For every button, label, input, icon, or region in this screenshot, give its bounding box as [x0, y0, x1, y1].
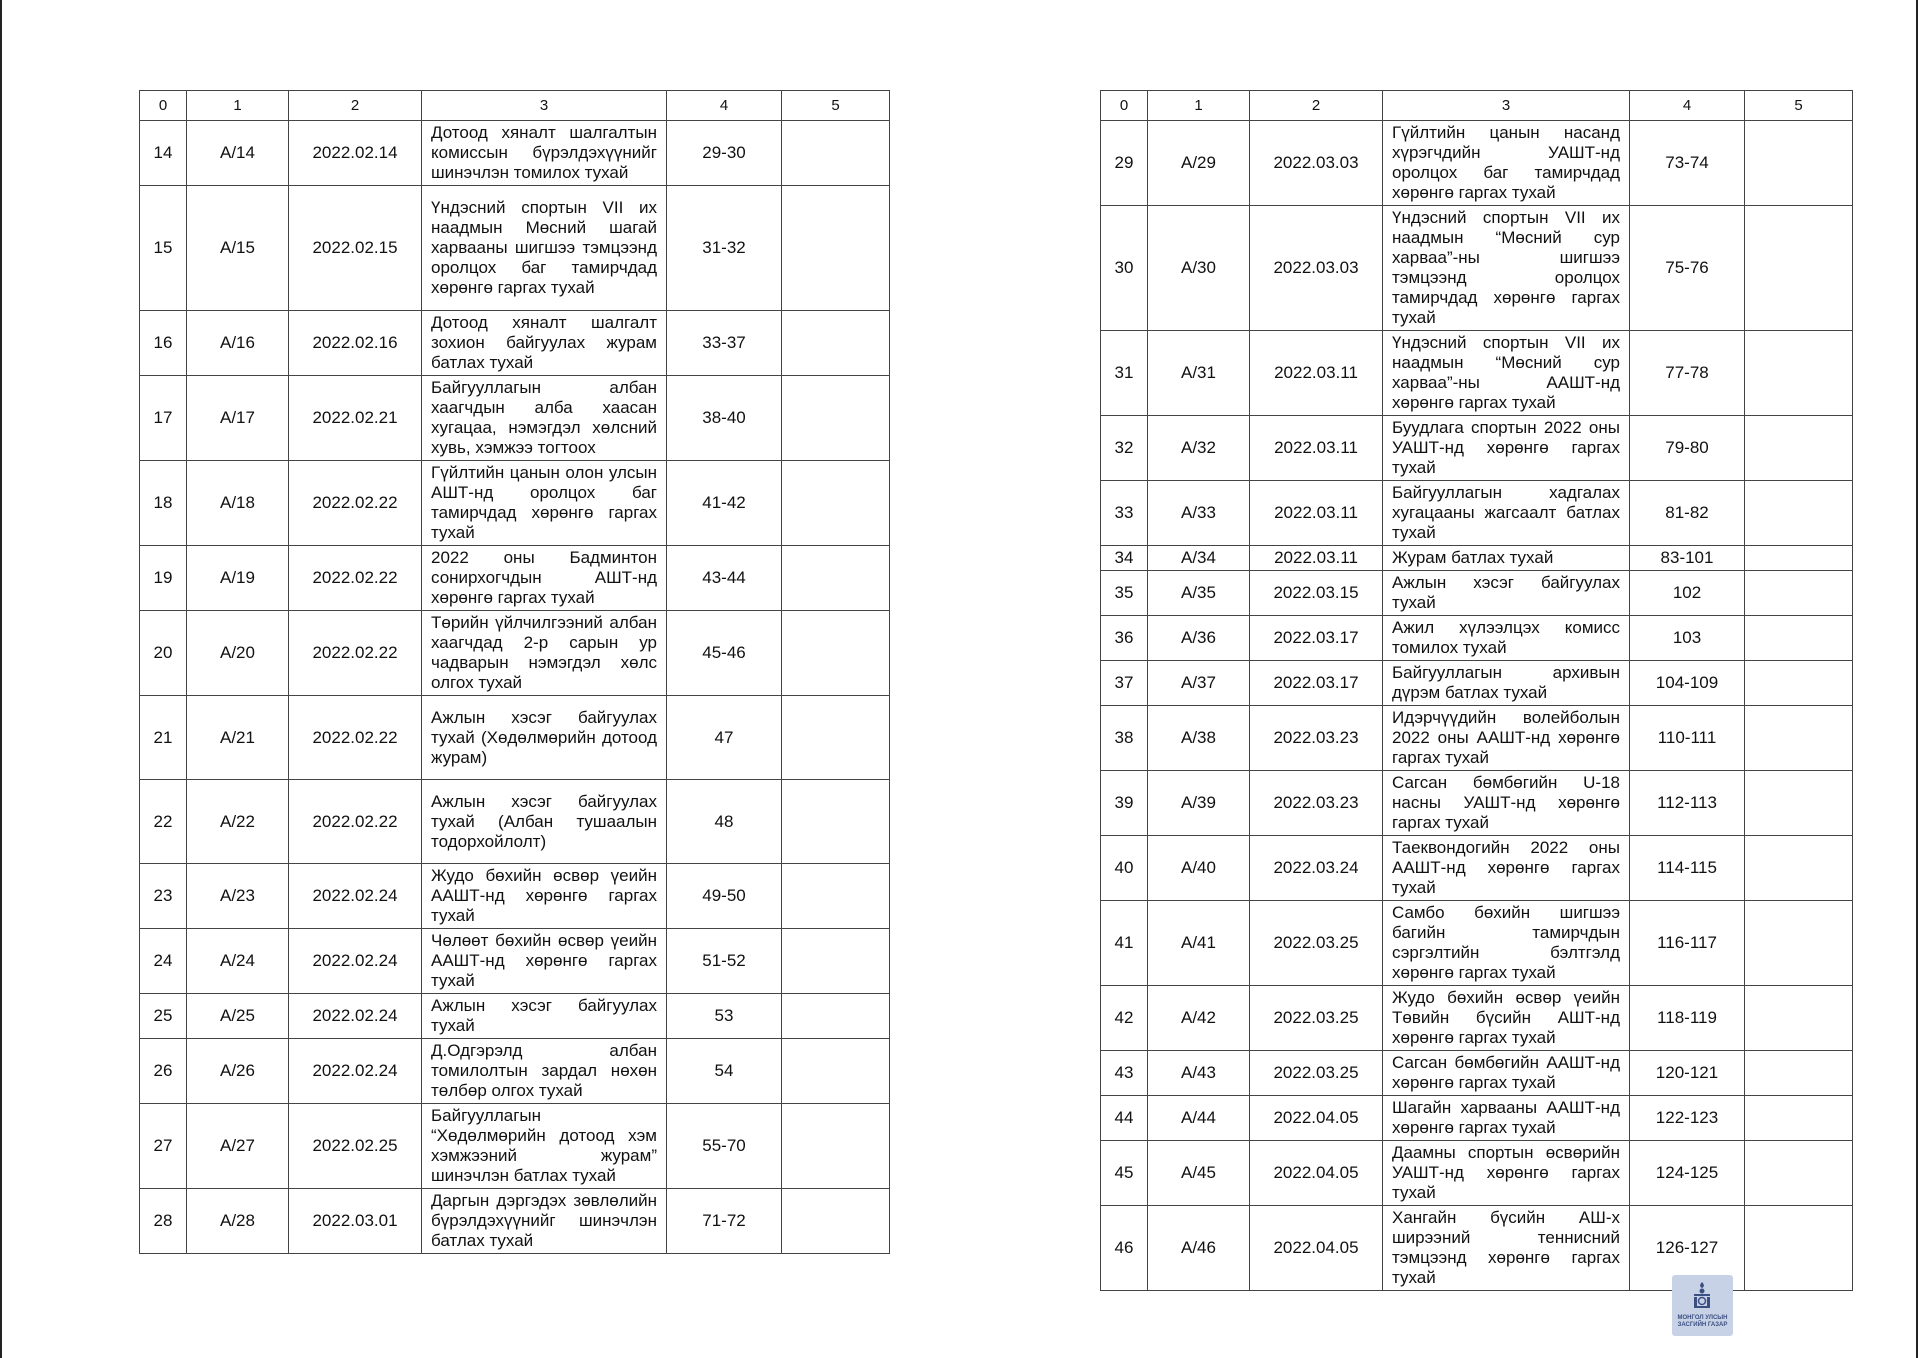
page-range: 114-115	[1630, 836, 1745, 901]
order-code: А/43	[1148, 1051, 1250, 1096]
table-row	[140, 780, 890, 864]
table-row	[140, 864, 890, 929]
order-date: 2022.03.01	[289, 1189, 422, 1254]
note-cell	[1745, 331, 1853, 416]
order-title: Таеквондогийн 2022 оны ААШТ-нд хөрөнгө гаргах тухай	[1383, 836, 1630, 901]
table-row	[140, 1039, 890, 1104]
order-code: А/28	[187, 1189, 289, 1254]
column-index: 4	[1630, 91, 1745, 121]
order-code: А/27	[187, 1104, 289, 1189]
row-number: 31	[1101, 331, 1148, 416]
order-title: Үндэсний спортын VII их наадмын “Мөсний сур харваа”-ны шигшээ тэмцээнд оролцох тамирчдад хөрөнгө гаргах тухай	[1383, 206, 1630, 331]
order-title: Жудо бөхийн өсвөр үеийн ААШТ-нд хөрөнгө гаргах тухай	[422, 864, 667, 929]
row-number: 14	[140, 121, 187, 186]
page-range: 116-117	[1630, 901, 1745, 986]
table-row	[1101, 546, 1853, 571]
order-date: 2022.03.17	[1250, 616, 1383, 661]
row-number: 36	[1101, 616, 1148, 661]
order-date: 2022.02.22	[289, 780, 422, 864]
page-range: 29-30	[667, 121, 782, 186]
page-range: 48	[667, 780, 782, 864]
note-cell	[1745, 1096, 1853, 1141]
order-date: 2022.03.23	[1250, 706, 1383, 771]
order-date: 2022.03.17	[1250, 661, 1383, 706]
note-cell	[782, 611, 890, 696]
order-title: Ажлын хэсэг байгуулах тухай	[1383, 571, 1630, 616]
page-range: 122-123	[1630, 1096, 1745, 1141]
order-code: А/20	[187, 611, 289, 696]
table-row	[140, 121, 890, 186]
order-title: Даамны спортын өсвөрийн УАШТ-нд хөрөнгө гаргах тухай	[1383, 1141, 1630, 1206]
table-row	[140, 186, 890, 311]
order-title: Байгууллагын хадгалах хугацааны жагсаалт батлах тухай	[1383, 481, 1630, 546]
order-code: А/25	[187, 994, 289, 1039]
order-code: А/34	[1148, 546, 1250, 571]
order-date: 2022.02.22	[289, 546, 422, 611]
note-cell	[1745, 986, 1853, 1051]
order-title: Жудо бөхийн өсвөр үеийн Төвийн бүсийн АШТ-нд хөрөнгө гаргах тухай	[1383, 986, 1630, 1051]
order-date: 2022.03.11	[1250, 481, 1383, 546]
note-cell	[782, 994, 890, 1039]
table-row	[1101, 571, 1853, 616]
seal-caption	[1672, 1315, 1733, 1329]
table-row	[1101, 986, 1853, 1051]
page-range: 38-40	[667, 376, 782, 461]
order-code: А/29	[1148, 121, 1250, 206]
order-code: А/30	[1148, 206, 1250, 331]
register-table-left	[139, 90, 890, 1254]
order-date: 2022.02.24	[289, 1039, 422, 1104]
column-index-row	[1101, 91, 1853, 121]
note-cell	[782, 461, 890, 546]
order-code: А/24	[187, 929, 289, 994]
table-row	[140, 1104, 890, 1189]
row-number: 37	[1101, 661, 1148, 706]
note-cell	[1745, 546, 1853, 571]
page-range: 79-80	[1630, 416, 1745, 481]
order-code: А/45	[1148, 1141, 1250, 1206]
order-code: А/46	[1148, 1206, 1250, 1291]
row-number: 17	[140, 376, 187, 461]
order-code: А/35	[1148, 571, 1250, 616]
order-title: Шагайн харвааны ААШТ-нд хөрөнгө гаргах тухай	[1383, 1096, 1630, 1141]
order-date: 2022.03.11	[1250, 546, 1383, 571]
page-range: 75-76	[1630, 206, 1745, 331]
table-row	[1101, 331, 1853, 416]
order-title: Сагсан бөмбөгийн U-18 насны УАШТ-нд хөрөнгө гаргах тухай	[1383, 771, 1630, 836]
page-range: 81-82	[1630, 481, 1745, 546]
order-code: А/23	[187, 864, 289, 929]
order-title: Гүйлтийн цанын насанд хүрэгчдийн УАШТ-нд оролцох баг тамирчдад хөрөнгө гаргах тухай	[1383, 121, 1630, 206]
page-range: 118-119	[1630, 986, 1745, 1051]
order-code: А/36	[1148, 616, 1250, 661]
page-range: 41-42	[667, 461, 782, 546]
soyombo-icon	[1691, 1281, 1713, 1309]
table-row	[140, 376, 890, 461]
order-title: Ажлын хэсэг байгуулах тухай (Албан тушаалын тодорхойлолт)	[422, 780, 667, 864]
order-date: 2022.03.11	[1250, 331, 1383, 416]
order-date: 2022.02.25	[289, 1104, 422, 1189]
order-date: 2022.04.05	[1250, 1206, 1383, 1291]
order-title: Буудлага спортын 2022 оны УАШТ-нд хөрөнгө гаргах тухай	[1383, 416, 1630, 481]
order-date: 2022.02.22	[289, 611, 422, 696]
note-cell	[782, 864, 890, 929]
row-number: 29	[1101, 121, 1148, 206]
order-code: А/22	[187, 780, 289, 864]
table-row	[140, 929, 890, 994]
order-code: А/21	[187, 696, 289, 780]
row-number: 43	[1101, 1051, 1148, 1096]
note-cell	[782, 1039, 890, 1104]
row-number: 44	[1101, 1096, 1148, 1141]
order-date: 2022.02.14	[289, 121, 422, 186]
order-title: Хангайн бүсийн АШ-х ширээний теннисний тэмцээнд хөрөнгө гаргах тухай	[1383, 1206, 1630, 1291]
order-date: 2022.03.25	[1250, 986, 1383, 1051]
row-number: 42	[1101, 986, 1148, 1051]
order-date: 2022.02.24	[289, 929, 422, 994]
page-range: 43-44	[667, 546, 782, 611]
row-number: 35	[1101, 571, 1148, 616]
table-row	[1101, 901, 1853, 986]
page-range: 83-101	[1630, 546, 1745, 571]
row-number: 38	[1101, 706, 1148, 771]
table-row	[1101, 416, 1853, 481]
table-row	[1101, 1141, 1853, 1206]
note-cell	[1745, 836, 1853, 901]
note-cell	[1745, 416, 1853, 481]
register-table-right	[1100, 90, 1853, 1291]
note-cell	[1745, 481, 1853, 546]
order-code: А/41	[1148, 901, 1250, 986]
page-range: 73-74	[1630, 121, 1745, 206]
column-index: 2	[289, 91, 422, 121]
order-title: Журам батлах тухай	[1383, 546, 1630, 571]
order-title: Ажлын хэсэг байгуулах тухай	[422, 994, 667, 1039]
page-range: 51-52	[667, 929, 782, 994]
note-cell	[782, 1189, 890, 1254]
note-cell	[782, 696, 890, 780]
order-date: 2022.02.21	[289, 376, 422, 461]
page-range: 33-37	[667, 311, 782, 376]
note-cell	[1745, 571, 1853, 616]
order-title: Гүйлтийн цанын олон улсын АШТ-нд оролцох баг тамирчдад хөрөнгө гаргах тухай	[422, 461, 667, 546]
order-date: 2022.02.24	[289, 994, 422, 1039]
order-code: А/15	[187, 186, 289, 311]
table-row	[1101, 1096, 1853, 1141]
column-index-row	[140, 91, 890, 121]
order-title: Даргын дэргэдэх зөвлөлийн бүрэлдэхүүнийг шинэчлэн батлах тухай	[422, 1189, 667, 1254]
column-index: 2	[1250, 91, 1383, 121]
row-number: 18	[140, 461, 187, 546]
column-index: 5	[1745, 91, 1853, 121]
row-number: 16	[140, 311, 187, 376]
page-range: 31-32	[667, 186, 782, 311]
order-title: Үндэсний спортын VII их наадмын Мөсний шагай харвааны шигшээ тэмцээнд оролцох баг тамирчдад хөрөнгө гаргах тухай	[422, 186, 667, 311]
order-title: Байгууллагын “Хөдөлмөрийн дотоод хэм хэмжээний журам” шинэчлэн батлах тухай	[422, 1104, 667, 1189]
order-date: 2022.02.16	[289, 311, 422, 376]
page-range: 110-111	[1630, 706, 1745, 771]
note-cell	[782, 186, 890, 311]
table-row	[1101, 616, 1853, 661]
table-row	[140, 311, 890, 376]
page-range: 112-113	[1630, 771, 1745, 836]
page-range: 120-121	[1630, 1051, 1745, 1096]
order-date: 2022.03.11	[1250, 416, 1383, 481]
order-title: Сагсан бөмбөгийн ААШТ-нд хөрөнгө гаргах тухай	[1383, 1051, 1630, 1096]
column-index: 4	[667, 91, 782, 121]
note-cell	[1745, 206, 1853, 331]
row-number: 39	[1101, 771, 1148, 836]
page-range: 124-125	[1630, 1141, 1745, 1206]
order-date: 2022.03.15	[1250, 571, 1383, 616]
row-number: 26	[140, 1039, 187, 1104]
page-range: 104-109	[1630, 661, 1745, 706]
order-code: А/32	[1148, 416, 1250, 481]
page-range: 45-46	[667, 611, 782, 696]
order-code: А/19	[187, 546, 289, 611]
table-row	[1101, 836, 1853, 901]
row-number: 19	[140, 546, 187, 611]
table-row	[1101, 481, 1853, 546]
order-date: 2022.02.22	[289, 696, 422, 780]
order-title: Төрийн үйлчилгээний албан хаагчдад 2-р сарын ур чадварын нэмэгдэл хөлс олгох тухай	[422, 611, 667, 696]
column-index: 1	[187, 91, 289, 121]
row-number: 20	[140, 611, 187, 696]
table-row	[140, 611, 890, 696]
column-index: 0	[140, 91, 187, 121]
page-range: 54	[667, 1039, 782, 1104]
table-row	[1101, 206, 1853, 331]
table-row	[1101, 771, 1853, 836]
page-edge-left	[0, 0, 2, 1358]
row-number: 22	[140, 780, 187, 864]
row-number: 15	[140, 186, 187, 311]
order-date: 2022.03.23	[1250, 771, 1383, 836]
row-number: 46	[1101, 1206, 1148, 1291]
note-cell	[782, 780, 890, 864]
note-cell	[1745, 901, 1853, 986]
table-row	[1101, 661, 1853, 706]
note-cell	[1745, 1141, 1853, 1206]
row-number: 34	[1101, 546, 1148, 571]
order-code: А/14	[187, 121, 289, 186]
order-date: 2022.03.03	[1250, 206, 1383, 331]
order-code: А/38	[1148, 706, 1250, 771]
order-title: Ажлын хэсэг байгуулах тухай (Хөдөлмөрийн дотоод журам)	[422, 696, 667, 780]
note-cell	[1745, 771, 1853, 836]
table-row	[1101, 1051, 1853, 1096]
row-number: 40	[1101, 836, 1148, 901]
column-index: 5	[782, 91, 890, 121]
order-date: 2022.02.24	[289, 864, 422, 929]
page-range: 126-127	[1630, 1206, 1745, 1291]
row-number: 30	[1101, 206, 1148, 331]
row-number: 25	[140, 994, 187, 1039]
order-code: А/18	[187, 461, 289, 546]
row-number: 45	[1101, 1141, 1148, 1206]
government-seal	[1672, 1275, 1733, 1336]
note-cell	[782, 121, 890, 186]
note-cell	[1745, 616, 1853, 661]
page-range: 47	[667, 696, 782, 780]
column-index: 3	[1383, 91, 1630, 121]
row-number: 41	[1101, 901, 1148, 986]
table-row	[140, 994, 890, 1039]
page-range: 53	[667, 994, 782, 1039]
page-range: 103	[1630, 616, 1745, 661]
table-row	[1101, 1206, 1853, 1291]
order-date: 2022.03.25	[1250, 901, 1383, 986]
table-row	[140, 1189, 890, 1254]
order-title: Байгууллагын архивын дүрэм батлах тухай	[1383, 661, 1630, 706]
note-cell	[1745, 121, 1853, 206]
order-code: А/17	[187, 376, 289, 461]
order-date: 2022.02.22	[289, 461, 422, 546]
order-title: 2022 оны Бадминтон сонирхогчдын АШТ-нд хөрөнгө гаргах тухай	[422, 546, 667, 611]
note-cell	[1745, 1051, 1853, 1096]
note-cell	[782, 929, 890, 994]
order-title: Идэрчүүдийн волейболын 2022 оны ААШТ-нд хөрөнгө гаргах тухай	[1383, 706, 1630, 771]
order-code: А/42	[1148, 986, 1250, 1051]
order-date: 2022.04.05	[1250, 1141, 1383, 1206]
row-number: 27	[140, 1104, 187, 1189]
order-date: 2022.02.15	[289, 186, 422, 311]
note-cell	[782, 1104, 890, 1189]
note-cell	[1745, 1206, 1853, 1291]
seal-line-2: ЗАСГИЙН ГАЗАР	[1677, 1322, 1728, 1328]
order-code: А/39	[1148, 771, 1250, 836]
page-range: 55-70	[667, 1104, 782, 1189]
note-cell	[782, 311, 890, 376]
order-title: Д.Одгэрэлд албан томилолтын зардал нөхөн төлбөр олгох тухай	[422, 1039, 667, 1104]
order-title: Дотоод хяналт шалгалтын комиссын бүрэлдэхүүнийг шинэчлэн томилох тухай	[422, 121, 667, 186]
order-code: А/40	[1148, 836, 1250, 901]
column-index: 0	[1101, 91, 1148, 121]
order-date: 2022.03.25	[1250, 1051, 1383, 1096]
column-index: 1	[1148, 91, 1250, 121]
page-range: 71-72	[667, 1189, 782, 1254]
order-code: А/33	[1148, 481, 1250, 546]
note-cell	[1745, 661, 1853, 706]
order-code: А/26	[187, 1039, 289, 1104]
page-range: 102	[1630, 571, 1745, 616]
row-number: 24	[140, 929, 187, 994]
seal-line-1: МОНГОЛ УЛСЫН	[1677, 1315, 1728, 1321]
row-number: 33	[1101, 481, 1148, 546]
note-cell	[782, 546, 890, 611]
order-title: Чөлөөт бөхийн өсвөр үеийн ААШТ-нд хөрөнгө гаргах тухай	[422, 929, 667, 994]
row-number: 21	[140, 696, 187, 780]
order-date: 2022.04.05	[1250, 1096, 1383, 1141]
table-row	[140, 696, 890, 780]
order-date: 2022.03.24	[1250, 836, 1383, 901]
table-row	[140, 461, 890, 546]
page-range: 77-78	[1630, 331, 1745, 416]
order-code: А/44	[1148, 1096, 1250, 1141]
page-range: 49-50	[667, 864, 782, 929]
table-row	[1101, 121, 1853, 206]
order-title: Дотоод хяналт шалгалт зохион байгуулах журам батлах тухай	[422, 311, 667, 376]
order-title: Ажил хүлээлцэх комисс томилох тухай	[1383, 616, 1630, 661]
order-code: А/37	[1148, 661, 1250, 706]
column-index: 3	[422, 91, 667, 121]
note-cell	[1745, 706, 1853, 771]
order-code: А/16	[187, 311, 289, 376]
order-title: Үндэсний спортын VII их наадмын “Мөсний сур харваа”-ны ААШТ-нд хөрөнгө гаргах тухай	[1383, 331, 1630, 416]
order-code: А/31	[1148, 331, 1250, 416]
order-title: Байгууллагын албан хаагчдын алба хаасан хугацаа, нэмэгдэл хөлсний хувь, хэмжээ тогтоох	[422, 376, 667, 461]
order-title: Самбо бөхийн шигшээ багийн тамирчдын сэргэлтийн бэлтгэлд хөрөнгө гаргах тухай	[1383, 901, 1630, 986]
order-date: 2022.03.03	[1250, 121, 1383, 206]
note-cell	[782, 376, 890, 461]
row-number: 23	[140, 864, 187, 929]
row-number: 32	[1101, 416, 1148, 481]
table-row	[1101, 706, 1853, 771]
row-number: 28	[140, 1189, 187, 1254]
table-row	[140, 546, 890, 611]
